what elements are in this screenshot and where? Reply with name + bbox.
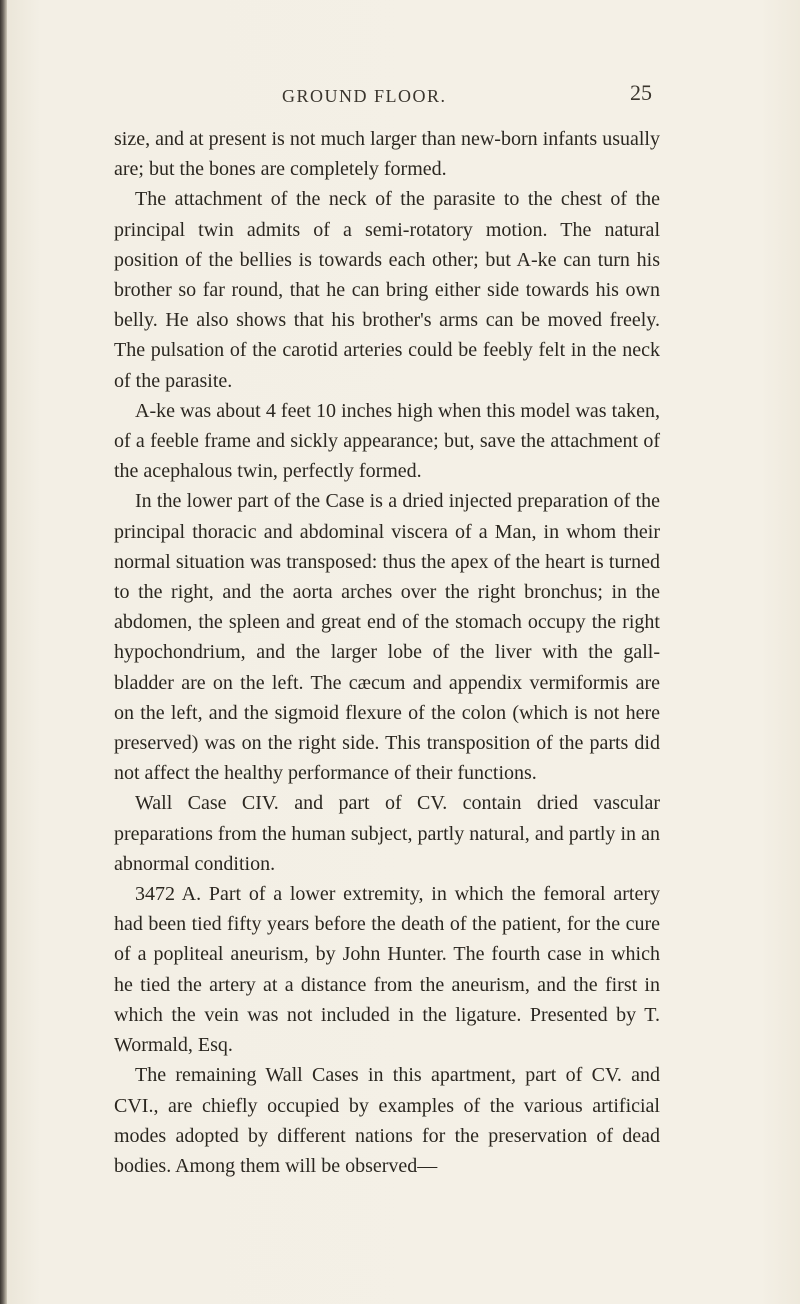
paragraph-height: A-ke was about 4 feet 10 inches high when this model was taken, of a feeble frame and sickly appearance; but, save the attachment of the acephalous twin, perfectly formed.	[114, 399, 660, 483]
paragraph-continued: size, and at present is not much larger than new-born infants usually are; but the bones are completely formed.	[114, 128, 660, 181]
paragraph-wall-case: Wall Case CIV. and part of CV. contain dried vascular preparations from the human subject, partly natural, and partly in an abnormal condition.	[114, 792, 660, 875]
paragraph-remaining-cases: The remaining Wall Cases in this apartment, part of CV. and CVI., are chiefly occupied by examples of the various artificial modes adopted by different nations for the preservation of dead bodies. Among them will be observed—	[114, 1064, 660, 1177]
paragraph-transposed-viscera: In the lower part of the Case is a dried injected preparation of the principal thoracic and abdominal viscera of a Man, in whom their normal situation was transposed: thus the apex of the heart is turned to the right, and the aorta arches over the right bronchus; in the abdomen, the spleen and great end of the stomach occupy the right hypochondrium, and the larger lobe of the liver with the gall-bladder are on the left. The cæcum and appendix vermiformis are on the left, and the sigmoid flexure of the colon (which is not here preserved) was on the right side. This transposition of the parts did not affect the healthy performance of their functions.	[114, 490, 660, 785]
paragraph-specimen-3472a: 3472 A. Part of a lower extremity, in which the femoral artery had been tied fifty years before the death of the patient, for the cure of a popliteal aneurism, by John Hunter. The fourth case in which he tied the artery at a distance from the aneurism, and the first in which the vein was not included in the ligature. Presented by T. Wormald, Esq.	[114, 883, 660, 1057]
running-head: GROUND FLOOR.	[282, 86, 447, 106]
paragraph-attachment: The attachment of the neck of the parasite to the chest of the principal twin admits of a semi-rotatory motion. The natural position of the bellies is towards each other; but A-ke can turn his brother so far round, that he can bring either side towards his own belly. He also shows that his brother's arms can be moved freely. The pulsation of the carotid arteries could be feebly felt in the neck of the parasite.	[114, 188, 660, 392]
book-binding-edge	[0, 0, 7, 1304]
body-text	[114, 124, 660, 1181]
page-number: 25	[630, 80, 652, 105]
